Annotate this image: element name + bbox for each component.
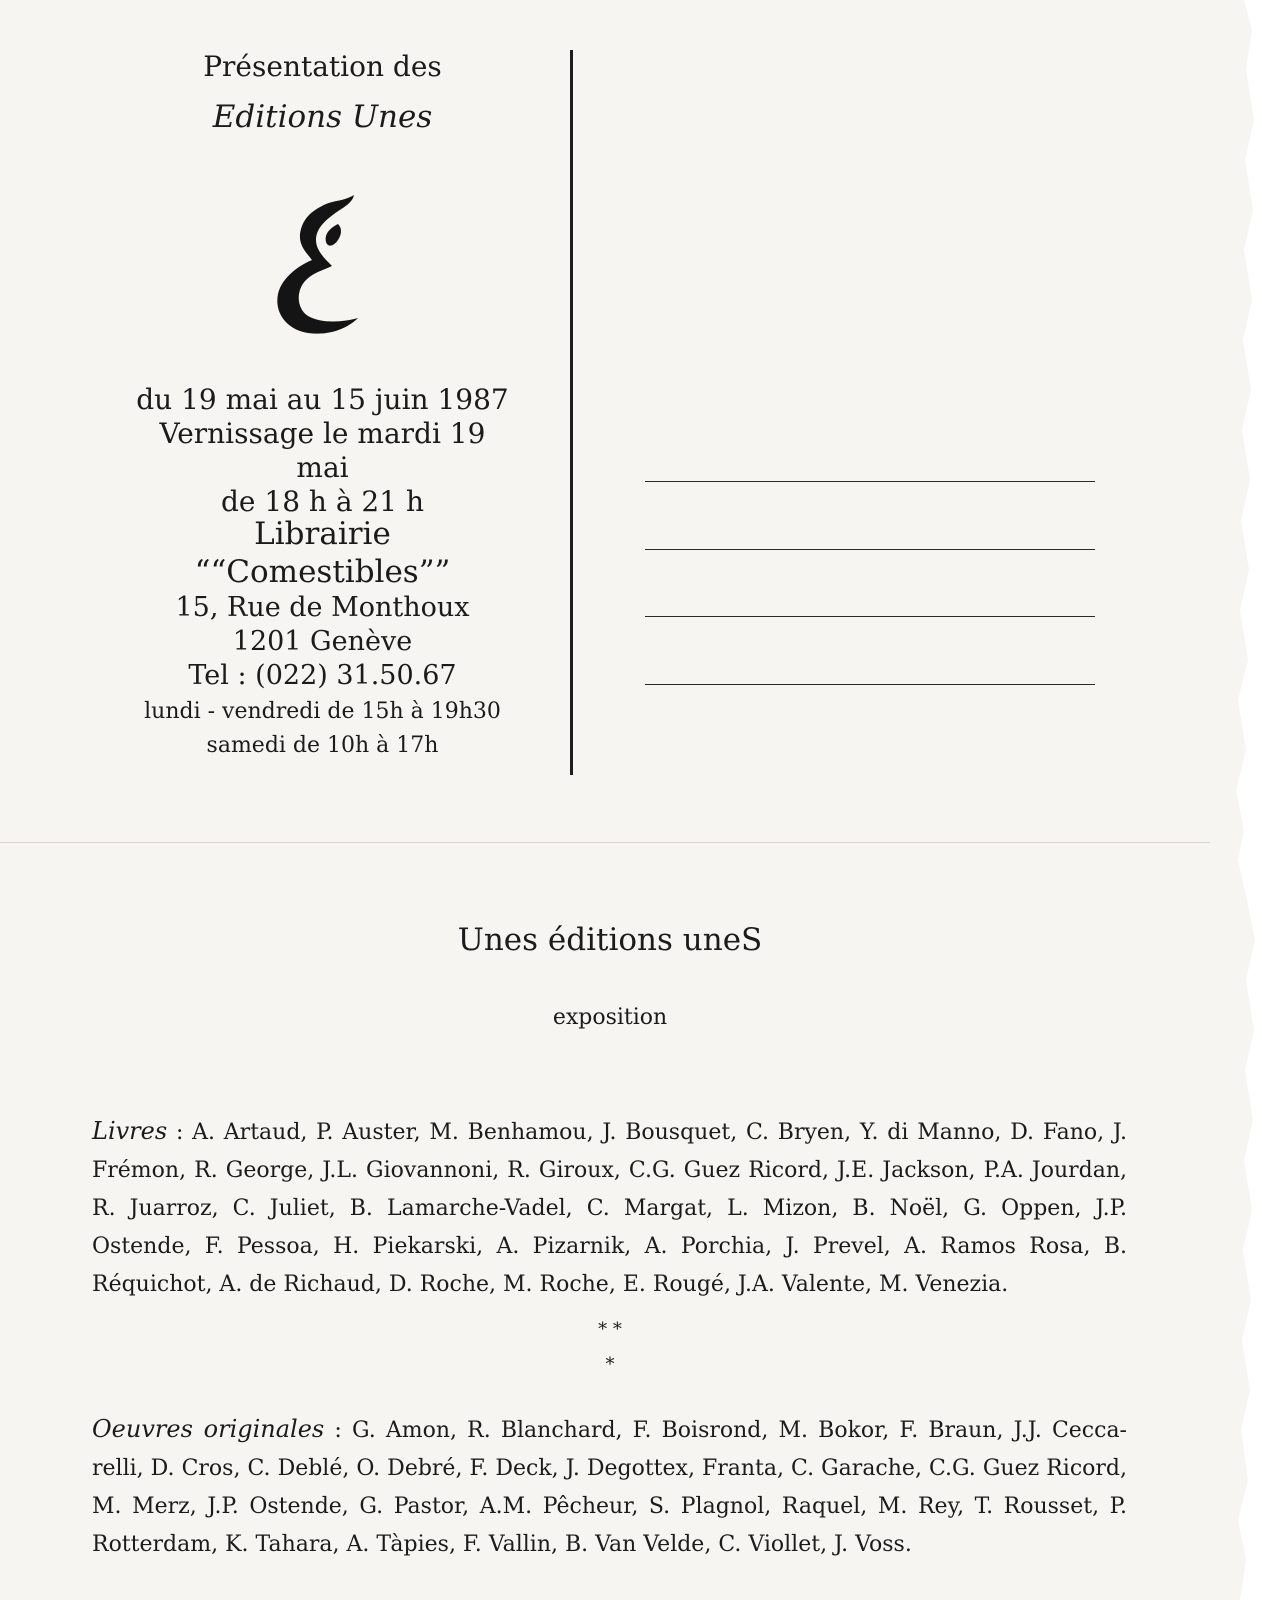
livres-separator: : bbox=[167, 1120, 193, 1145]
shop-city: 1201 Genève bbox=[232, 626, 413, 657]
fold-line bbox=[0, 842, 1210, 843]
oeuvres-separator: : bbox=[324, 1418, 352, 1443]
weekday-hours: lundi - vendredi de 15h à 19h30 bbox=[144, 699, 501, 724]
shop-street: 15, Rue de Monthoux bbox=[175, 592, 470, 623]
opening-hours bbox=[130, 695, 515, 763]
shop-name: Librairie ““Comestibles”” bbox=[194, 516, 451, 590]
postcard-divider bbox=[570, 50, 573, 775]
exhibition-title: Unes éditions uneS bbox=[457, 922, 763, 958]
vernissage-date: Vernissage le mardi 19 mai bbox=[159, 417, 486, 484]
livres-authors: A. Artaud, P. Auster, M. Benhamou, J. Bousquet, C. Bryen, Y. di Manno, D. Fano, J. Frémon, R. George, J.L. Giovannoni, R. Giroux, C.G. Guez Ricord, J.E. Jackson, P.A. Jourdan, R. Juarroz, C. Juliet, B. Lamarche-Vadel, C. Margat, L. Mizon, B. Noël, G. Oppen, J.P. Ostende, F. Pessoa, H. Piekarski, A. Pizarnik, A. Porchia, J. Prevel, A. Ramos Rosa, B. Réquichot, A. de Richaud, D. Roche, M. Roche, E. Rougé, J.A. Valente, M. Venezia. bbox=[92, 1120, 1127, 1297]
separator-stars-row2: * bbox=[605, 1354, 615, 1375]
exhibition-subtitle: exposition bbox=[552, 1005, 668, 1030]
livres-list bbox=[92, 1112, 1127, 1304]
oeuvres-label: Oeuvres originales bbox=[92, 1415, 325, 1443]
address-line-3 bbox=[645, 616, 1095, 617]
oeuvres-list bbox=[92, 1410, 1127, 1564]
saturday-hours: samedi de 10h à 17h bbox=[206, 733, 439, 758]
address-line-4 bbox=[645, 684, 1095, 685]
ampersand-brush-logo bbox=[272, 190, 362, 340]
oeuvres-artists: G. Amon, R. Blanchard, F. Boisrond, M. Bokor, F. Braun, J.J. Cecca-relli, D. Cros, C. Deblé, O. Debré, F. Deck, J. Degottex, Franta, C. Garache, C.G. Guez Ricord, M. Merz, J.P. Ostende, G. Pastor, A.M. Pêcheur, S. Plagnol, Raquel, M. Rey, T. Rousset, P. Rotterdam, K. Tahara, A. Tàpies, F. Vallin, B. Van Velde, C. Viollet, J. Voss. bbox=[92, 1418, 1127, 1557]
shop-block bbox=[130, 515, 515, 693]
torn-paper-edge bbox=[1232, 0, 1262, 1600]
shop-phone: Tel : (022) 31.50.67 bbox=[188, 660, 457, 691]
header-block bbox=[130, 50, 515, 136]
separator-stars-row1: * * bbox=[598, 1319, 622, 1340]
livres-label: Livres bbox=[92, 1117, 168, 1145]
presentation-text: Présentation des bbox=[203, 50, 442, 83]
dates-block bbox=[130, 383, 515, 519]
date-range: du 19 mai au 15 juin 1987 bbox=[136, 383, 509, 416]
address-line-2 bbox=[645, 549, 1095, 550]
publisher-name: Editions Unes bbox=[212, 99, 433, 135]
address-line-1 bbox=[645, 481, 1095, 482]
vernissage-time: de 18 h à 21 h bbox=[220, 485, 424, 518]
